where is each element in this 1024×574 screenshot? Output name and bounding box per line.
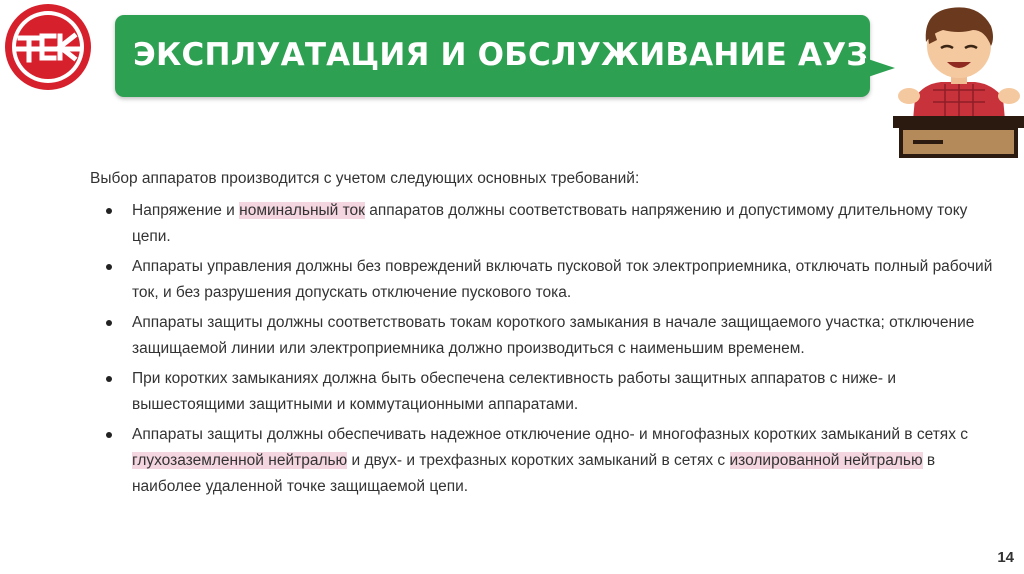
- item-text: При коротких замыканиях должна быть обеспечена селективность работы защитных аппаратов с ниже- и вышестоящими защитными и коммутационными аппаратами.: [132, 370, 897, 413]
- bullet-icon: [106, 376, 112, 382]
- highlighted-term: глухозаземленной нейтралью: [132, 452, 348, 469]
- presenter-boy-icon: [893, 0, 1024, 160]
- item-text: Аппараты управления должны без повреждений включать пусковой ток электроприемника, отключать полный рабочий ток, и без разрушения допускать отключение пускового тока.: [132, 258, 993, 301]
- list-item: [100, 254, 1000, 306]
- presenter-illustration: [893, 0, 1024, 160]
- bullet-icon: [106, 320, 112, 326]
- bullet-icon: [106, 208, 112, 214]
- speech-bubble-tail: [865, 58, 895, 78]
- item-text: аппаратов должны соответствовать напряжению и допустимому длительному току цепи.: [132, 202, 968, 245]
- bullet-icon: [106, 432, 112, 438]
- item-text: Напряжение и: [132, 202, 240, 219]
- tsk-logo-icon: [2, 2, 94, 92]
- requirements-list: [100, 198, 1000, 504]
- item-text: и двух- и трехфазных коротких замыканий в сетях с: [347, 452, 730, 469]
- title-banner: [115, 15, 870, 97]
- highlighted-term: изолированной нейтралью: [729, 452, 923, 469]
- item-text: Аппараты защиты должны обеспечивать надежное отключение одно- и многофазных коротких замыканий в сетях с: [132, 426, 969, 443]
- intro-text: Выбор аппаратов производится с учетом следующих основных требований:: [90, 170, 640, 187]
- bullet-icon: [106, 264, 112, 270]
- company-logo: [2, 2, 94, 92]
- item-text: в наиболее удаленной точке защищаемой цепи.: [132, 452, 936, 495]
- list-item: [100, 422, 1000, 500]
- list-item: [100, 366, 1000, 418]
- list-item: [100, 198, 1000, 250]
- slide-title: ЭКСПЛУАТАЦИЯ И ОБСЛУЖИВАНИЕ АУЗ: [133, 37, 869, 73]
- page-number: 14: [997, 549, 1014, 566]
- list-item: [100, 310, 1000, 362]
- highlighted-term: номинальный ток: [239, 202, 365, 219]
- item-text: Аппараты защиты должны соответствовать токам короткого замыкания в начале защищаемого участка; отключение защищаемой линии или электроприемника должно производиться с наименьшим временем.: [132, 314, 975, 357]
